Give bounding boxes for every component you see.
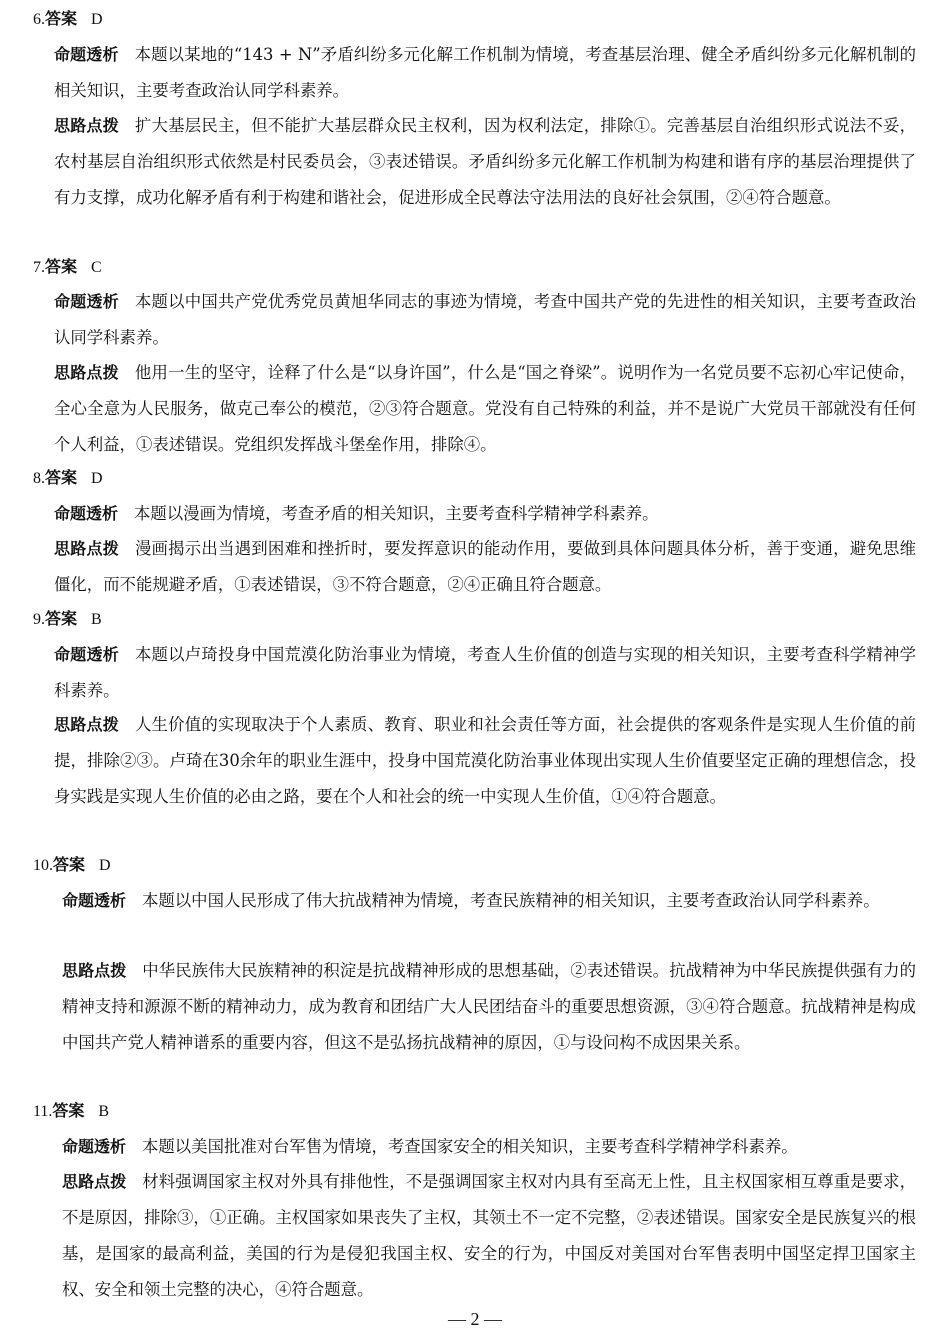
- intent-label: 命题透析: [54, 45, 119, 64]
- answer-value: D: [91, 11, 103, 28]
- analysis-label: 思路点拨: [54, 715, 119, 734]
- intent-label: 命题透析: [62, 891, 127, 910]
- analysis-label: 思路点拨: [62, 961, 127, 980]
- answer-label: 答案: [45, 609, 78, 628]
- question-number: 10.: [33, 857, 53, 874]
- answer-line: [33, 461, 103, 495]
- analysis-paragraph: [54, 707, 916, 815]
- intent-text: 本题以某地的“143 + N”矛盾纠纷多元化解工作机制为情境，考查基层治理、健全矛盾纠纷多元化解机制的相关知识，主要考查政治认同学科素养。: [54, 45, 916, 100]
- analysis-label: 思路点拨: [54, 539, 119, 558]
- answer-value: D: [91, 470, 103, 487]
- analysis-text: 材料强调国家主权对外具有排他性，不是强调国家主权对内具有至高无上性，且主权国家相互尊重是要求，不是原因，排除③，①正确。主权国家如果丧失了主权，其领土不一定不完整，②表述错误。国家安全是民族复兴的根基，是国家的最高利益，美国的行为是侵犯我国主权、安全的行为，中国反对美国对台军售表明中国坚定捍卫国家主权、安全和领土完整的决心，④符合题意。: [62, 1172, 916, 1299]
- analysis-text: 人生价值的实现取决于个人素质、教育、职业和社会责任等方面，社会提供的客观条件是实现人生价值的前提，排除②③。卢琦在30余年的职业生涯中，投身中国荒漠化防治事业体现出实现人生价值要坚定正确的理想信念，投身实践是实现人生价值的必由之路，要在个人和社会的统一中实现人生价值，①④符合题意。: [54, 715, 916, 806]
- intent-text: 本题以美国批准对台军售为情境，考查国家安全的相关知识，主要考查科学精神学科素养。: [142, 1137, 798, 1156]
- analysis-paragraph: [54, 355, 916, 463]
- intent-text: 本题以中国人民形成了伟大抗战精神为情境，考查民族精神的相关知识，主要考查政治认同学科素养。: [142, 891, 880, 910]
- analysis-text: 漫画揭示出当遇到困难和挫折时，要发挥意识的能动作用，要做到具体问题具体分析，善于变通，避免思维僵化，而不能规避矛盾，①表述错误，③不符合题意，②④正确且符合题意。: [54, 539, 916, 594]
- intent-paragraph: [54, 284, 916, 356]
- analysis-text: 扩大基层民主，但不能扩大基层群众民主权利，因为权利法定，排除①。完善基层自治组织形式说法不妥，农村基层自治组织形式依然是村民委员会，③表述错误。矛盾纠纷多元化解工作机制为构建和谐有序的基层治理提供了有力支撑，成功化解矛盾有利于构建和谐社会，促进形成全民尊法守法用法的良好社会氛围，②④符合题意。: [54, 116, 916, 207]
- answer-line: [33, 1094, 109, 1128]
- analysis-label: 思路点拨: [54, 363, 119, 382]
- question-number: 11.: [33, 1103, 53, 1120]
- analysis-paragraph: [62, 953, 916, 1061]
- intent-paragraph: [54, 496, 916, 532]
- analysis-paragraph: [62, 1164, 916, 1308]
- answer-value: B: [91, 611, 102, 628]
- question-number: 7.: [33, 259, 45, 276]
- intent-label: 命题透析: [54, 504, 119, 523]
- analysis-label: 思路点拨: [62, 1172, 127, 1191]
- intent-text: 本题以漫画为情境，考查矛盾的相关知识，主要考查科学精神学科素养。: [134, 504, 659, 523]
- analysis-label: 思路点拨: [54, 116, 119, 135]
- answer-line: [33, 848, 111, 882]
- answer-line: [33, 250, 102, 284]
- answer-label: 答案: [45, 257, 78, 276]
- answer-label: 答案: [45, 468, 78, 487]
- answer-line: [33, 2, 103, 36]
- intent-paragraph: [54, 37, 916, 109]
- page-number: — 2 —: [448, 1309, 502, 1329]
- analysis-paragraph: [54, 531, 916, 603]
- answer-label: 答案: [53, 855, 86, 874]
- intent-paragraph: [54, 637, 916, 709]
- question-number: 6.: [33, 11, 45, 28]
- question-number: 8.: [33, 470, 45, 487]
- answer-label: 答案: [45, 9, 78, 28]
- answer-line: [33, 602, 102, 636]
- intent-label: 命题透析: [54, 292, 119, 311]
- intent-text: 本题以卢琦投身中国荒漠化防治事业为情境，考查人生价值的创造与实现的相关知识，主要考查科学精神学科素养。: [54, 645, 916, 700]
- analysis-text: 中华民族伟大民族精神的积淀是抗战精神形成的思想基础，②表述错误。抗战精神为中华民族提供强有力的精神支持和源源不断的精神动力，成为教育和团结广大人民团结奋斗的重要思想资源，③④符合题意。抗战精神是构成中国共产党人精神谱系的重要内容，但这不是弘扬抗战精神的原因，①与设问构不成因果关系。: [62, 961, 916, 1052]
- analysis-paragraph: [54, 108, 916, 216]
- answer-value: C: [91, 259, 102, 276]
- answer-value: D: [99, 857, 111, 874]
- intent-paragraph: [62, 1129, 916, 1165]
- intent-label: 命题透析: [62, 1137, 127, 1156]
- answer-value: B: [98, 1103, 110, 1120]
- answer-label: 答案: [52, 1101, 85, 1120]
- intent-label: 命题透析: [54, 645, 119, 664]
- intent-paragraph: [62, 883, 916, 919]
- intent-text: 本题以中国共产党优秀党员黄旭华同志的事迹为情境，考查中国共产党的先进性的相关知识，主要考查政治认同学科素养。: [54, 292, 916, 347]
- analysis-text: 他用一生的坚守，诠释了什么是“以身许国”，什么是“国之脊梁”。说明作为一名党员要不忘初心牢记使命，全心全意为人民服务，做克己奉公的模范，②③符合题意。党没有自己特殊的利益，并不是说广大党员干部就没有任何个人利益，①表述错误。党组织发挥战斗堡垒作用，排除④。: [54, 363, 916, 454]
- question-number: 9.: [33, 611, 45, 628]
